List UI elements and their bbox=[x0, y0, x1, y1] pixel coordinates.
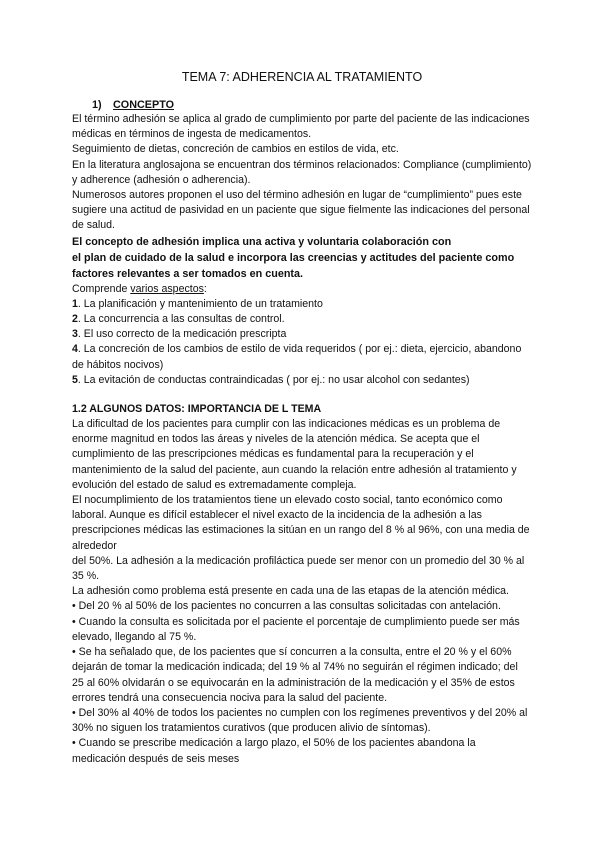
aspects-intro: Comprende varios aspectos: bbox=[72, 282, 207, 295]
bold-statement: el plan de cuidado de la salud e incorpora las creencias y actitudes del paciente como bbox=[72, 251, 515, 264]
bullet-item: • Cuando la consulta es solicitada por el paciente el porcentaje de cumplimiento puede ser más elevado, llegando al 75 %. bbox=[72, 615, 520, 643]
paragraph: Numerosos autores proponen el uso del término adhesión en lugar de “cumplimiento” pues este sugiere una actitud de pasividad en un paciente que sigue fielmente las indicaciones del personal de salud. bbox=[72, 189, 530, 232]
document-title: TEMA 7: ADHERENCIA AL TRATAMIENTO bbox=[181, 70, 423, 84]
section-1-title: CONCEPTO bbox=[113, 99, 174, 111]
bullet-item: • Se ha señalado que, de los pacientes que sí concurren a la consulta, entre el 20 % y el 60% dejarán de tomar la medicación indicada; del 19 % al 74% no seguirán el régimen indicado; del 25 al 60% olvidarán o se equivocarán en la administración de la medicación y el 35% de estos errores tendrá una consecuencia nociva para la salud del paciente. bbox=[72, 646, 518, 704]
bold-statement: El concepto de adhesión implica una activa y voluntaria colaboración con bbox=[72, 235, 452, 248]
aspect-item: 2. La concurrencia a las consultas de control. bbox=[72, 313, 285, 326]
section-1-number: 1) bbox=[92, 99, 102, 111]
aspect-item: 5. La evitación de conductas contraindicadas ( por ej.: no usar alcohol con sedantes) bbox=[72, 373, 470, 386]
document-page bbox=[72, 70, 532, 767]
aspect-item: 1. La planificación y mantenimiento de un tratamiento bbox=[72, 297, 323, 310]
aspect-item: 4. La concreción de los cambios de estilo de vida requeridos ( por ej.: dieta, ejercicio, abandono de hábitos nocivos) bbox=[72, 343, 522, 371]
paragraph: Seguimiento de dietas, concreción de cambios en estilos de vida, etc. bbox=[72, 143, 399, 156]
paragraph: del 50%. La adhesión a la medicación profiláctica puede ser menor con un promedio del 30 % al 35 %. bbox=[72, 554, 525, 583]
aspects-intro-underlined: varios aspectos bbox=[130, 282, 204, 295]
paragraph: El nocumplimiento de los tratamientos tiene un elevado costo social, tanto económico como laboral. Aunque es difícil establecer el nivel exacto de la incidencia de la adhesión a las prescripciones médicas las estimaciones la sitúan en un rango del 8 % al 96%, con una media de alrededor bbox=[72, 494, 530, 552]
paragraph: La dificultad de los pacientes para cumplir con las indicaciones médicas es un problema de enorme magnitud en todos las áreas y niveles de la atención médica. Se acepta que el cumplimiento de las prescripciones médicas es fundamental para la recuperación y el mantenimiento de la salud del paciente, aun cuando la relación entre adhesión al tratamiento y evolución del estado de salud es extremadamente compleja. bbox=[72, 418, 517, 491]
bullet-item: • Del 30% al 40% de todos los pacientes no cumplen con los regímenes preventivos y del 20% al 30% no siguen los tratamientos curativos (que producen alivio de síntomas). bbox=[72, 706, 528, 735]
bullet-item: • Cuando se prescribe medicación a largo plazo, el 50% de los pacientes abandona la medicación después de seis meses bbox=[72, 737, 476, 765]
aspect-item: 3. El uso correcto de la medicación prescripta bbox=[72, 328, 287, 341]
paragraph: El término adhesión se aplica al grado de cumplimiento por parte del paciente de las indicaciones médicas en términos de ingesta de medicamentos. bbox=[72, 113, 530, 141]
section-2-heading: 1.2 ALGUNOS DATOS: IMPORTANCIA DE L TEMA bbox=[72, 403, 322, 416]
paragraph: En la literatura anglosajona se encuentran dos términos relacionados: Compliance (cumplimiento) y adherence (adhesión o adherencia). bbox=[72, 158, 532, 186]
section-1-heading bbox=[92, 98, 532, 112]
bold-statement: factores relevantes a ser tomados en cuenta. bbox=[72, 267, 304, 280]
bullet-item: • Del 20 % al 50% de los pacientes no concurren a las consultas solicitadas con antelación. bbox=[72, 600, 501, 613]
paragraph: La adhesión como problema está presente en cada una de las etapas de la atención médica. bbox=[72, 585, 509, 598]
